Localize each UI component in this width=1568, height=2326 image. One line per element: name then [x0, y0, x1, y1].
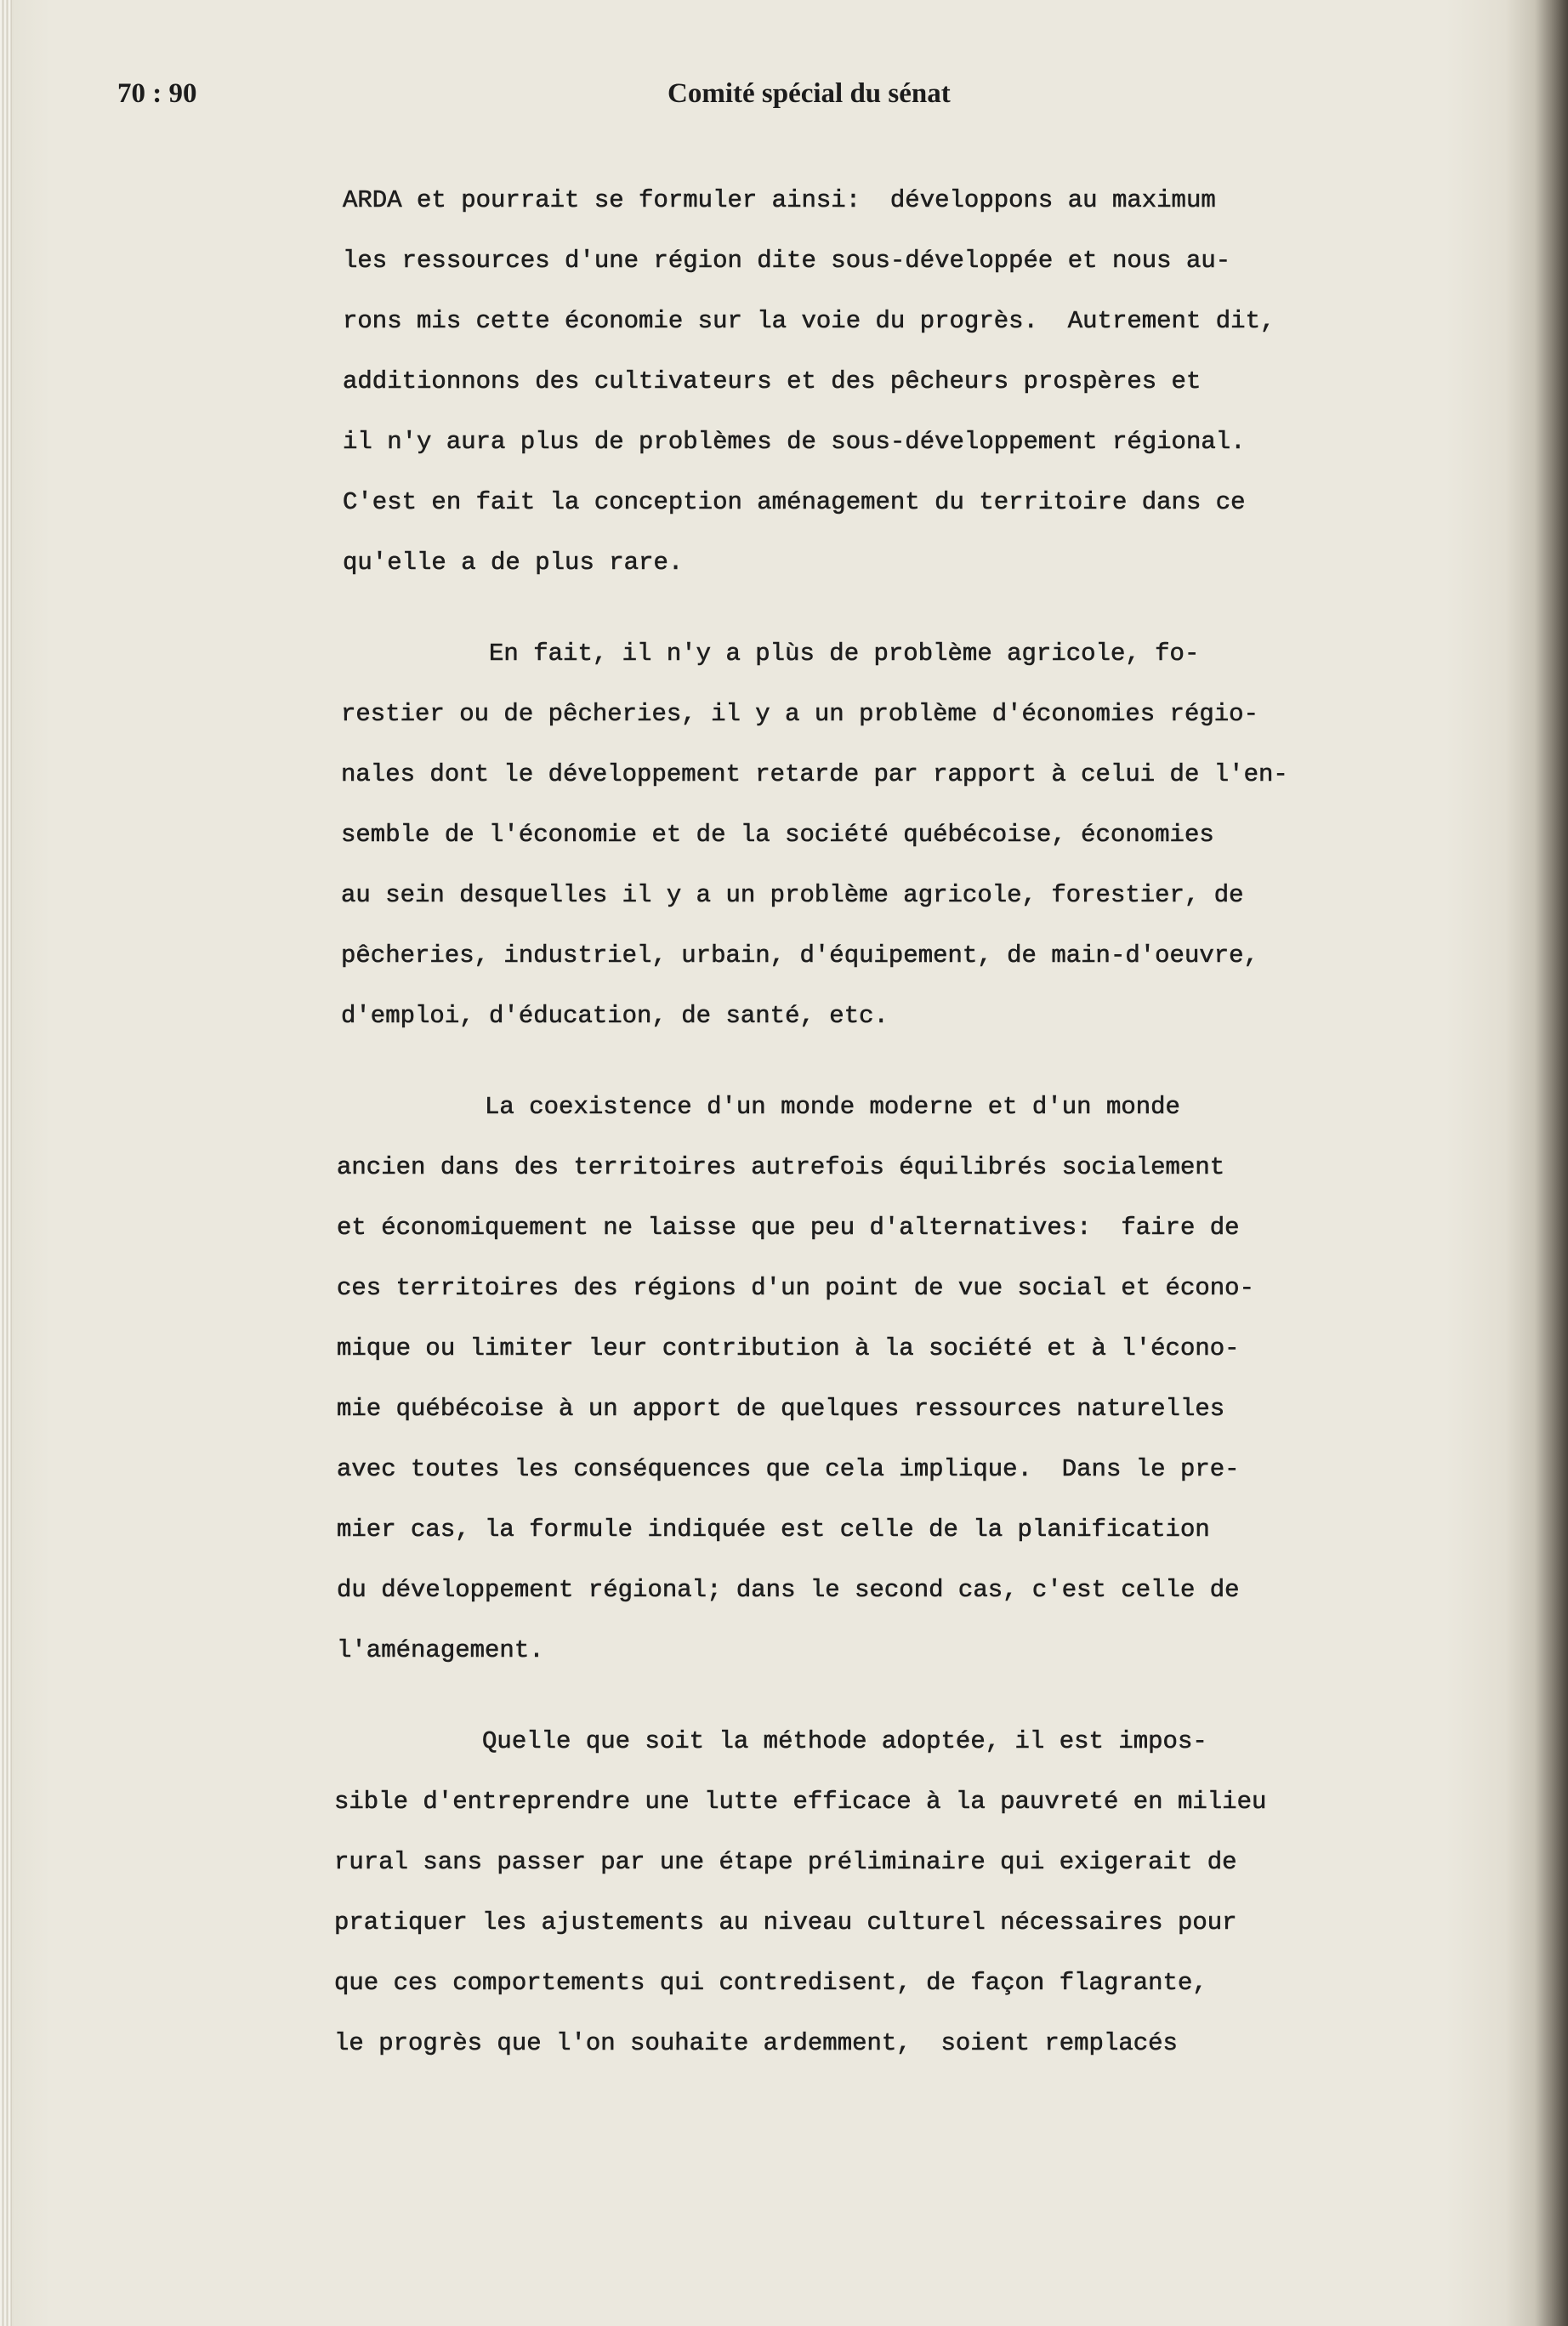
text-line: l'aménagement.: [337, 1636, 544, 1664]
text-line: les ressources d'une région dite sous-développée et nous au-: [343, 247, 1231, 275]
page-number: 70 : 90: [117, 78, 197, 109]
text-line: semble de l'économie et de la société québécoise, économies: [341, 821, 1214, 849]
text-line: ancien dans des territoires autrefois équilibrés socialement: [337, 1153, 1225, 1181]
text-line: Quelle que soit la méthode adoptée, il est impos-: [334, 1727, 1207, 1755]
text-line: du développement régional; dans le second cas, c'est celle de: [337, 1576, 1240, 1604]
paragraph-4: [0, 1711, 1568, 2073]
text-line: et économiquement ne laisse que peu d'alternatives: faire de: [337, 1214, 1240, 1242]
text-line: qu'elle a de plus rare.: [343, 549, 684, 577]
text-line: restier ou de pêcheries, il y a un problème d'économies régio-: [341, 700, 1258, 728]
running-header: [0, 78, 1568, 121]
text-line: rons mis cette économie sur la voie du progrès. Autrement dit,: [343, 307, 1275, 335]
paragraph-2: [0, 623, 1568, 1046]
text-line: il n'y aura plus de problèmes de sous-développement régional.: [343, 428, 1246, 456]
text-line: C'est en fait la conception aménagement du territoire dans ce: [343, 488, 1246, 516]
paragraph-3: [0, 1077, 1568, 1681]
text-line: sible d'entreprendre une lutte efficace à la pauvreté en milieu: [334, 1788, 1267, 1816]
text-line: avec toutes les conséquences que cela implique. Dans le pre-: [337, 1455, 1240, 1483]
text-line: nales dont le développement retarde par rapport à celui de l'en-: [341, 760, 1288, 788]
text-line: le progrès que l'on souhaite ardemment, soient remplacés: [334, 2029, 1178, 2057]
header-title: Comité spécial du sénat: [668, 78, 951, 109]
text-line: pêcheries, industriel, urbain, d'équipement, de main-d'oeuvre,: [341, 941, 1258, 970]
text-line: ces territoires des régions d'un point de vue social et écono-: [337, 1274, 1254, 1302]
text-line: En fait, il n'y a plùs de problème agricole, fo-: [341, 640, 1200, 668]
text-line: mie québécoise à un apport de quelques ressources naturelles: [337, 1395, 1225, 1423]
body-text: [0, 170, 1568, 2073]
text-line: La coexistence d'un monde moderne et d'un monde: [337, 1093, 1180, 1121]
text-line: ARDA et pourrait se formuler ainsi: développons au maximum: [343, 186, 1216, 214]
text-line: additionnons des cultivateurs et des pêcheurs prospères et: [343, 367, 1202, 395]
text-line: d'emploi, d'éducation, de santé, etc.: [341, 1002, 889, 1030]
text-line: rural sans passer par une étape préliminaire qui exigerait de: [334, 1848, 1237, 1876]
text-line: au sein desquelles il y a un problème agricole, forestier, de: [341, 881, 1244, 909]
text-line: pratiquer les ajustements au niveau culturel nécessaires pour: [334, 1908, 1237, 1936]
text-line: mique ou limiter leur contribution à la société et à l'écono-: [337, 1334, 1240, 1362]
paragraph-1: [0, 170, 1568, 593]
text-line: mier cas, la formule indiquée est celle de la planification: [337, 1516, 1210, 1544]
text-line: que ces comportements qui contredisent, de façon flagrante,: [334, 1969, 1207, 1997]
